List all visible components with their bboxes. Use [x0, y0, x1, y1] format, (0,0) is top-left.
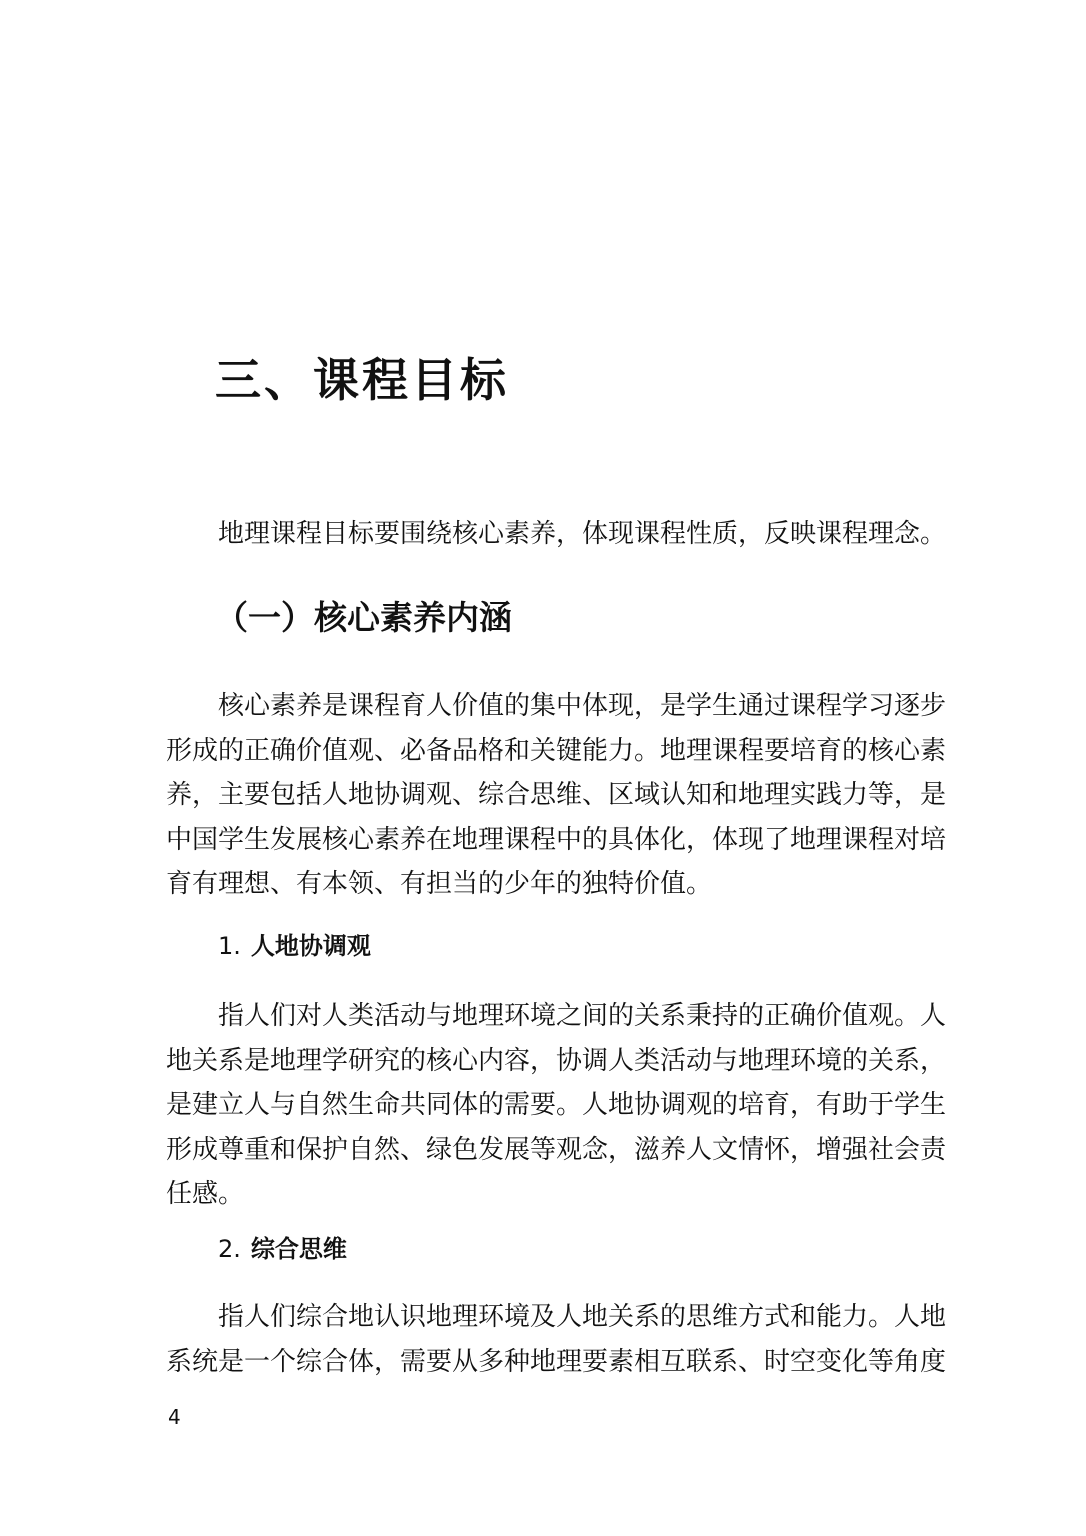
thinking-paragraph: [166, 1295, 947, 1384]
paragraph-line: 指人们对人类活动与地理环境之间的关系秉持的正确价值观。人: [218, 1001, 947, 1031]
paragraph-line: 任感。: [166, 1179, 245, 1209]
core-literacy-paragraph: [166, 684, 947, 907]
paragraph-line: 是建立人与自然生命共同体的需要。人地协调观的培育，有助于学生: [166, 1090, 947, 1120]
paragraph-line: 核心素养是课程育人价值的集中体现，是学生通过课程学习逐步: [218, 691, 947, 721]
subheading-text: 人地协调观: [250, 932, 371, 960]
paragraph-line: 形成的正确价值观、必备品格和关键能力。地理课程要培育的核心素: [166, 735, 947, 766]
paragraph-line: 中国学生发展核心素养在地理课程中的具体化，体现了地理课程对培: [166, 824, 947, 855]
paragraph-line: 形成尊重和保护自然、绿色发展等观念，滋养人文情怀，增强社会责: [166, 1134, 947, 1165]
chapter-title: 三、课程目标: [215, 353, 509, 407]
paragraph-line: 育有理想、有本领、有担当的少年的独特价值。: [166, 869, 713, 899]
subheading-number: 1.: [218, 932, 241, 960]
subheading-thinking: [218, 1231, 347, 1267]
section-title: （一）核心素养内涵: [215, 598, 512, 637]
subheading-harmony: [218, 928, 371, 964]
paragraph-line: 养，主要包括人地协调观、综合思维、区域认知和地理实践力等，是: [166, 780, 947, 810]
paragraph-line: 地关系是地理学研究的核心内容，协调人类活动与地理环境的关系，: [166, 1045, 947, 1076]
harmony-paragraph: [166, 994, 947, 1217]
paragraph-line: 系统是一个综合体，需要从多种地理要素相互联系、时空变化等角度: [166, 1346, 947, 1377]
subheading-text: 综合思维: [250, 1235, 347, 1263]
paragraph-line: 指人们综合地认识地理环境及人地关系的思维方式和能力。人地: [218, 1302, 947, 1332]
intro-paragraph: 地理课程目标要围绕核心素养，体现课程性质，反映课程理念。: [218, 519, 947, 549]
subheading-number: 2.: [218, 1235, 241, 1263]
page-number: 4: [168, 1405, 181, 1429]
